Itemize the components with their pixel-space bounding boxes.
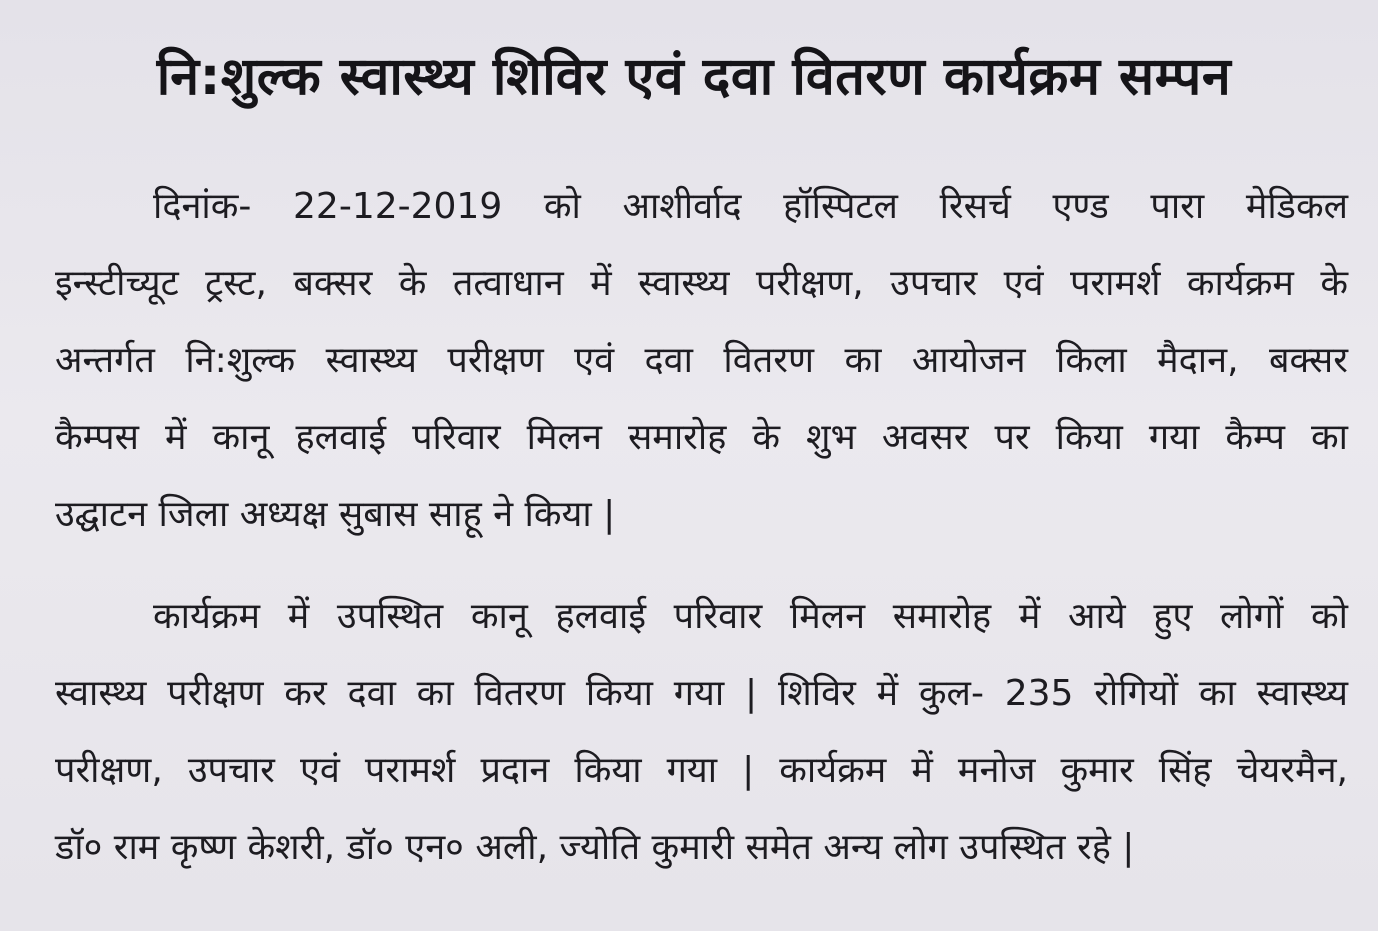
paragraph-line: स्वास्थ्य परीक्षण कर दवा का वितरण किया गया | शिविर में कुल- 235 रोगियों का स्वास्थ्य (55, 673, 1348, 714)
paragraph-2 (55, 578, 1348, 886)
paragraph-line: परीक्षण, उपचार एवं परामर्श प्रदान किया गया | कार्यक्रम में मनोज कुमार सिंह चेयरमैन, (55, 750, 1348, 791)
paragraph-line: अन्तर्गत नि:शुल्क स्वास्थ्य परीक्षण एवं दवा वितरण का आयोजन किला मैदान, बक्सर (55, 340, 1348, 381)
paragraph-line: उद्घाटन जिला अध्यक्ष सुबास साहू ने किया | (55, 494, 616, 535)
paragraph-line: कैम्पस में कानू हलवाई परिवार मिलन समारोह के शुभ अवसर पर किया गया कैम्प का (55, 417, 1348, 458)
paragraph-line: इन्स्टीच्यूट ट्रस्ट, बक्सर के तत्वाधान में स्वास्थ्य परीक्षण, उपचार एवं परामर्श कार्यक्रम के (55, 263, 1348, 304)
paragraph-1 (55, 168, 1348, 553)
document-headline: नि:शुल्क स्वास्थ्य शिविर एवं दवा वितरण कार्यक्रम सम्पन (156, 47, 1232, 107)
paragraph-line: डॉ० राम कृष्ण केशरी, डॉ० एन० अली, ज्योति कुमारी समेत अन्य लोग उपस्थित रहे | (55, 827, 1135, 868)
paragraph-line: कार्यक्रम में उपस्थित कानू हलवाई परिवार मिलन समारोह में आये हुए लोगों को (153, 596, 1348, 637)
paragraph-line: दिनांक- 22-12-2019 को आशीर्वाद हॉस्पिटल रिसर्च एण्ड पारा मेडिकल (153, 186, 1348, 227)
